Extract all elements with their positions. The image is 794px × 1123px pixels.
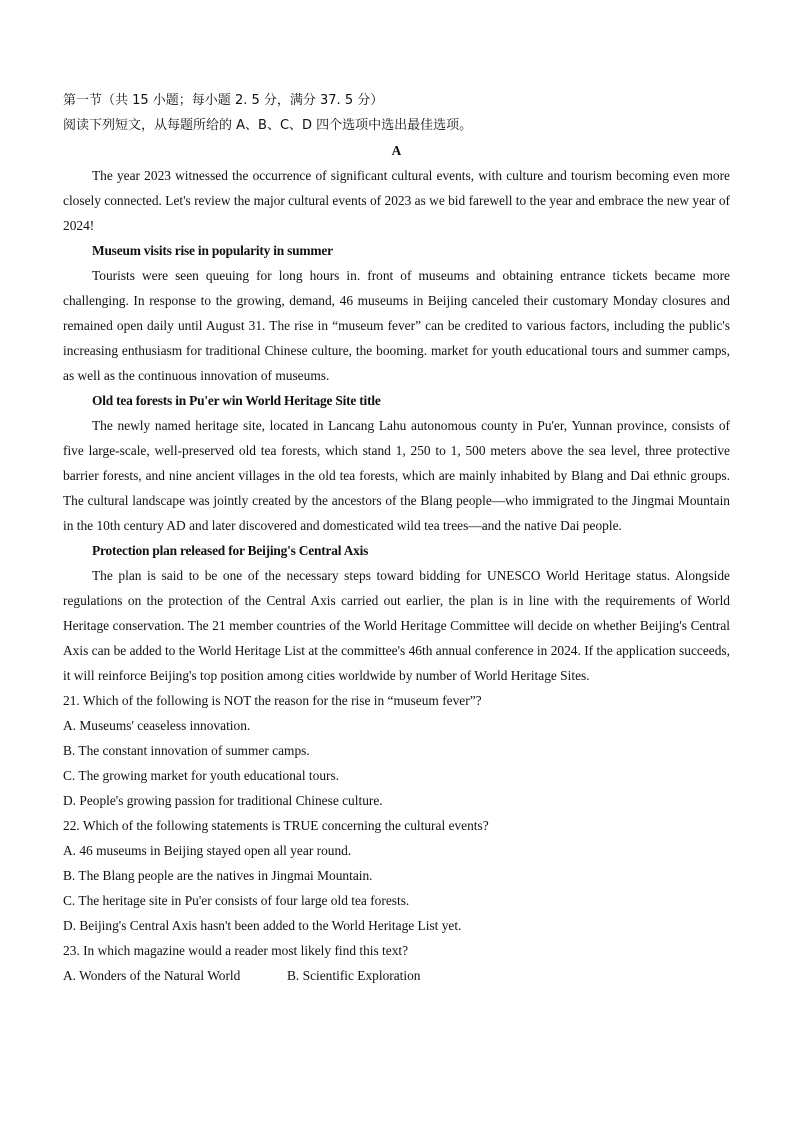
option-b: B. The constant innovation of summer camps. <box>63 743 310 758</box>
option-b: B. Scientific Exploration <box>287 968 421 983</box>
option-a: A. Museums' ceaseless innovation. <box>63 718 251 733</box>
option-c: C. The heritage site in Pu'er consists of four large old tea forests. <box>63 893 410 908</box>
section-instruction: 阅读下列短文，从每题所给的 A、B、C、D 四个选项中选出最佳选项。 <box>63 118 473 133</box>
options-row <box>63 963 730 988</box>
option-b: B. The Blang people are the natives in Jingmai Mountain. <box>63 868 373 883</box>
section-heading-museum: Museum visits rise in popularity in summer <box>92 243 333 258</box>
passage-intro: The year 2023 witnessed the occurrence of significant cultural events, with culture and tourism becoming even more closely connected. Let's review the major cultural events of 2023 as we bid farewell to the year and embrace the new year of 2024! <box>63 168 730 233</box>
option-a: A. 46 museums in Beijing stayed open all year round. <box>63 843 352 858</box>
option-a: A. Wonders of the Natural World <box>63 968 241 983</box>
section-body-central-axis: The plan is said to be one of the necessary steps toward bidding for UNESCO World Heritage status. Alongside regulations on the protection of the Central Axis carried out earlier, the plan is in line with the requirements of World Heritage conservation. The 21 member countries of the World Heritage Committee will decide on whether Beijing's Central Axis can be added to the World Heritage List at the committee's 46th annual conference in 2024. If the application succeeds, it will reinforce Beijing's top position among cities worldwide by number of World Heritage Sites. <box>63 568 730 683</box>
question-stem: 23. In which magazine would a reader most likely find this text? <box>63 943 409 958</box>
section-heading-tea-forests: Old tea forests in Pu'er win World Heritage Site title <box>92 393 381 408</box>
section-title: 第一节（共 15 小题；每小题 2. 5 分，满分 37. 5 分） <box>63 93 384 108</box>
option-d: D. Beijing's Central Axis hasn't been added to the World Heritage List yet. <box>63 918 462 933</box>
question-stem: 22. Which of the following statements is TRUE concerning the cultural events? <box>63 818 489 833</box>
question-23 <box>63 938 730 988</box>
question-22 <box>63 813 730 938</box>
option-d: D. People's growing passion for traditional Chinese culture. <box>63 793 383 808</box>
option-c: C. The growing market for youth educational tours. <box>63 768 340 783</box>
section-heading-central-axis: Protection plan released for Beijing's Central Axis <box>92 543 369 558</box>
passage-label: A <box>391 143 402 158</box>
question-21 <box>63 688 730 813</box>
question-stem: 21. Which of the following is NOT the reason for the rise in “museum fever”? <box>63 693 482 708</box>
exam-page <box>63 88 730 988</box>
section-body-museum: Tourists were seen queuing for long hours in. front of museums and obtaining entrance tickets became more challenging. In response to the growing, demand, 46 museums in Beijing canceled their customary Monday closures and remained open daily until August 31. The rise in “museum fever” can be credited to various factors, including the public's increasing enthusiasm for traditional Chinese culture, the booming. market for youth educational tours and summer camps, as well as the continuous innovation of museums. <box>63 268 730 383</box>
section-body-tea-forests: The newly named heritage site, located in Lancang Lahu autonomous county in Pu'er, Yunnan province, consists of five large-scale, well-preserved old tea forests, which stand 1, 250 to 1, 500 meters above the sea level, three protective barrier forests, and nine ancient villages in the old tea forests, which are mainly inhabited by Blang and Dai ethnic groups. The cultural landscape was jointly created by the ancestors of the Blang people—who immigrated to the Jingmai Mountain in the 10th century AD and later discovered and domesticated wild tea trees—and the native Dai people. <box>63 418 730 533</box>
